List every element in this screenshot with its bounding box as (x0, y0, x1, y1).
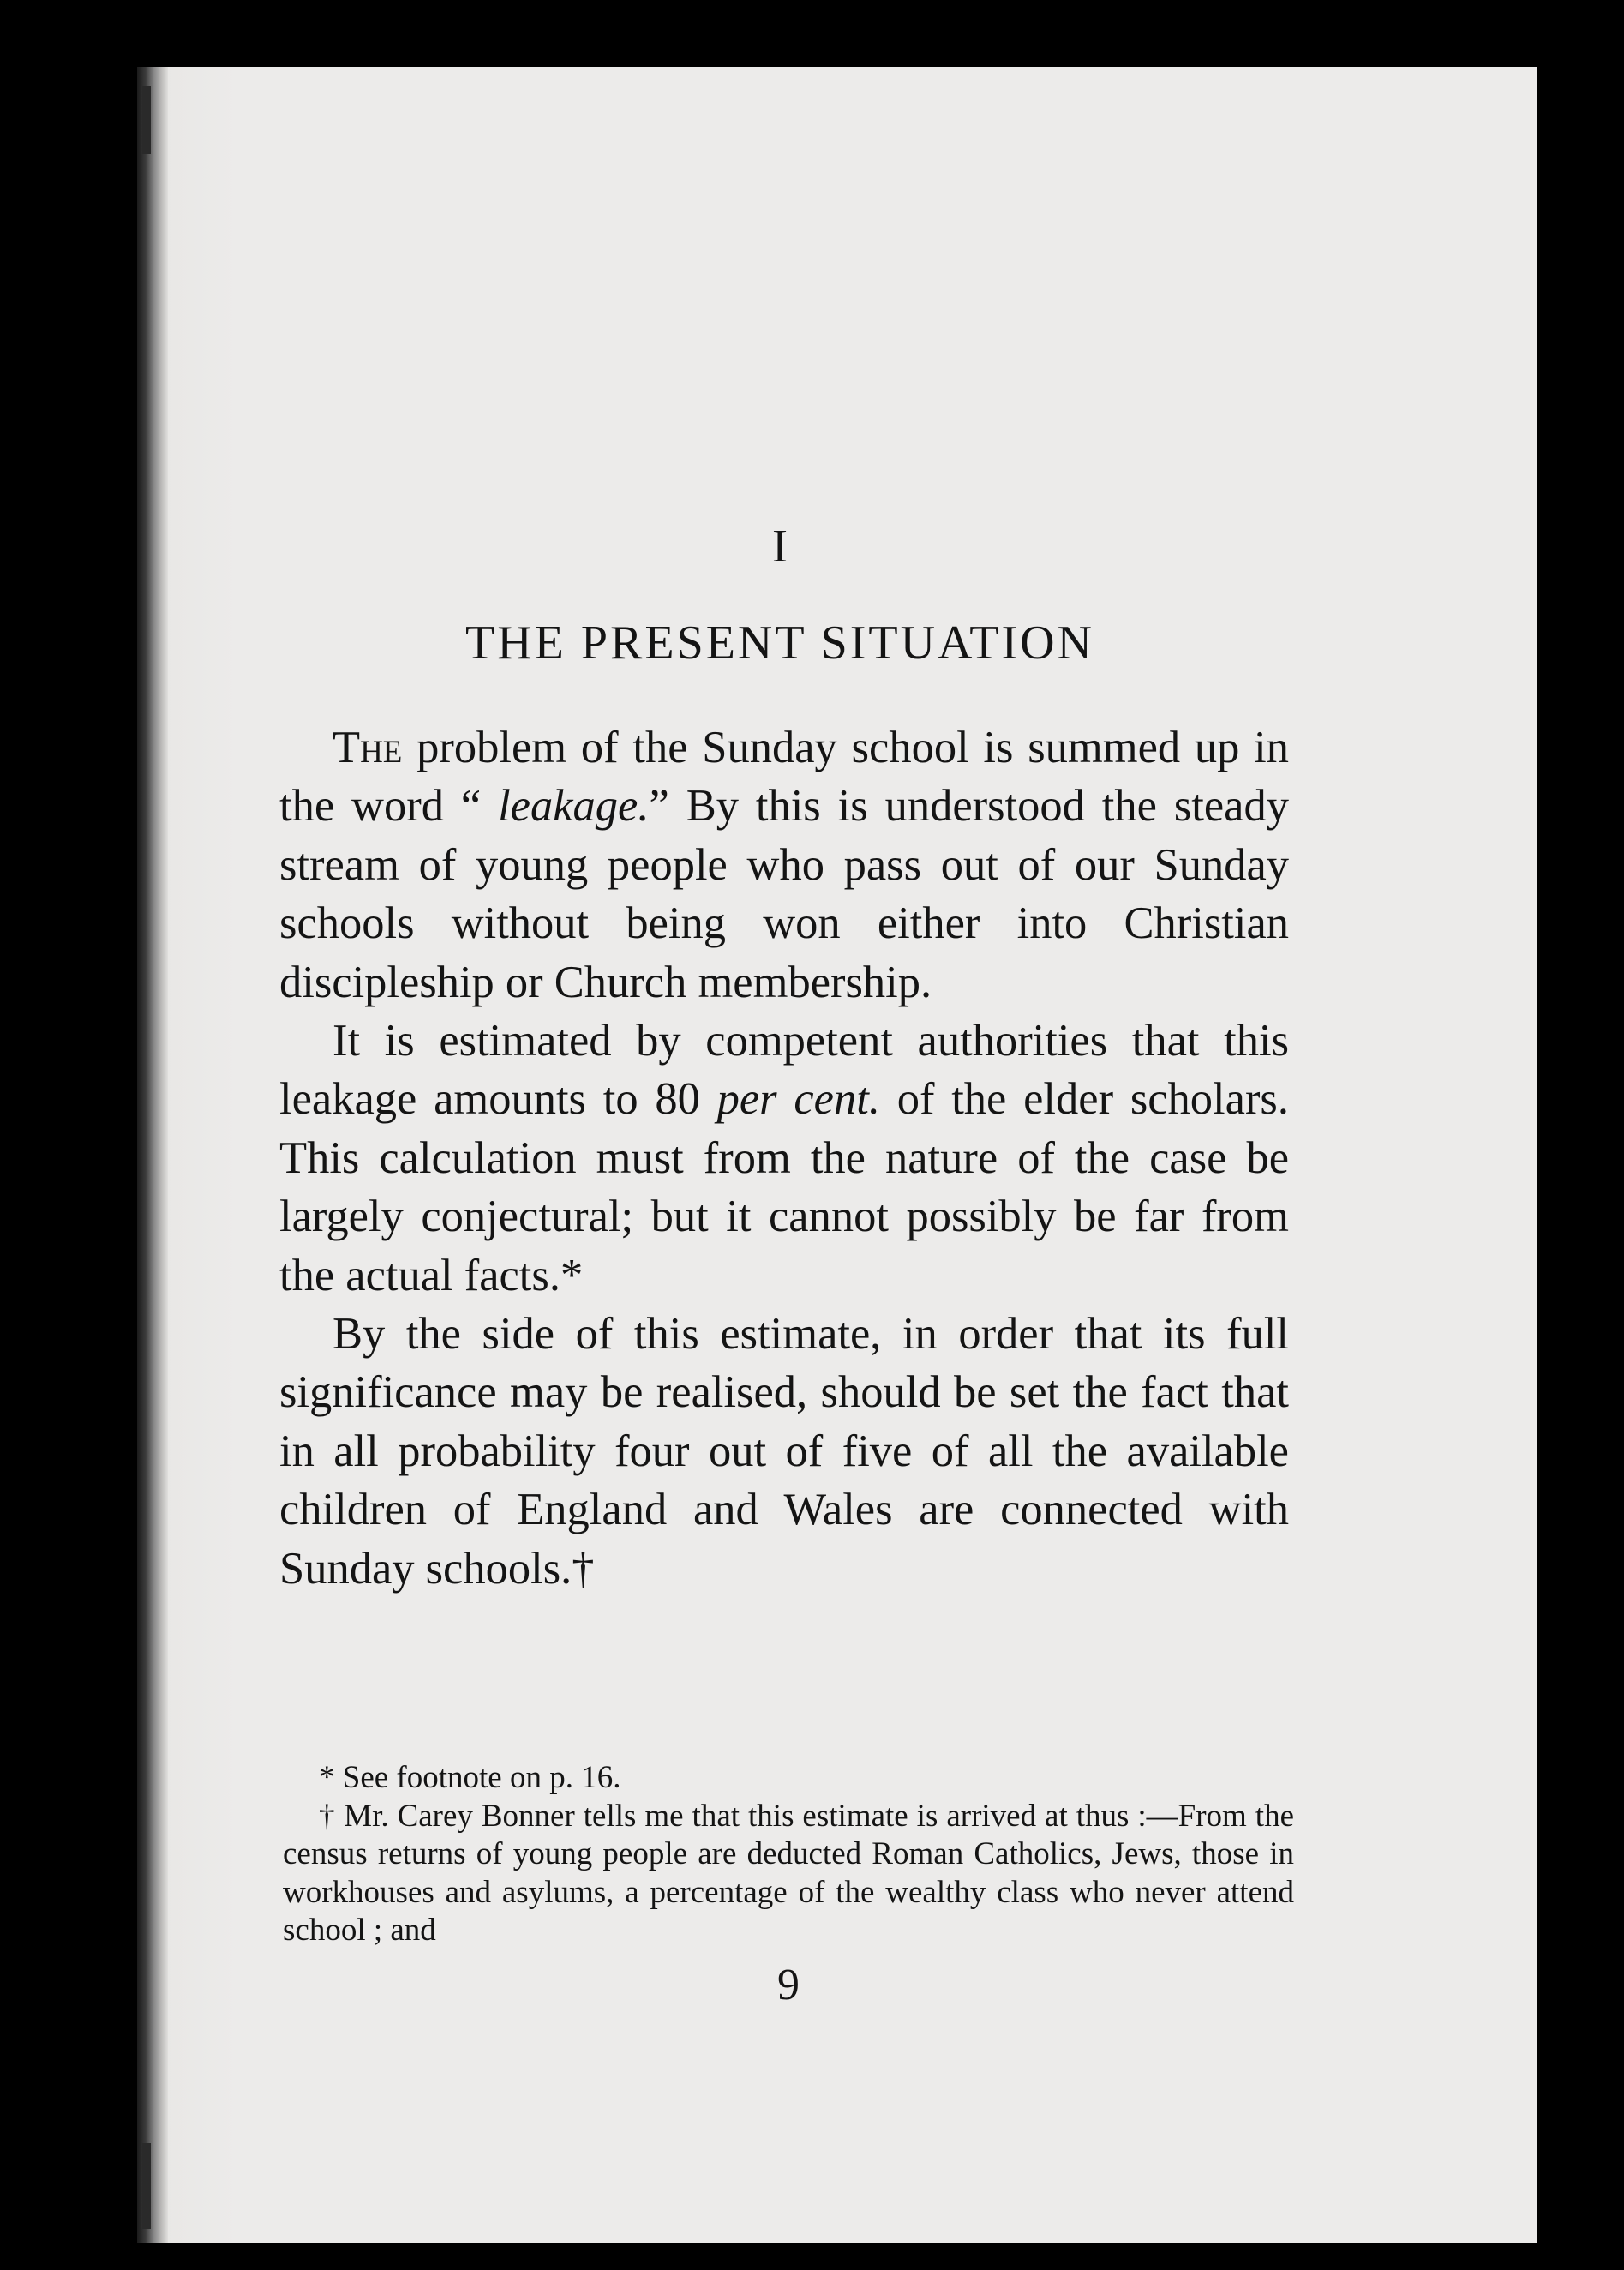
chapter-number: I (772, 520, 788, 572)
italic-term: per cent. (716, 1074, 880, 1125)
footnote-2: † Mr. Carey Bonner tells me that this estimate is arrived at thus :—From the census returns of young people are deducted Roman Catholics, Jews, those in workhouses and asylums, a percentage of the wealthy class who never attend school ; and (283, 1798, 1294, 1948)
footnote-1: * See footnote on p. 16. (319, 1760, 621, 1795)
body-text (279, 718, 1289, 1598)
paragraph-text: of the elder scholars. This calculation must from the nature of the case be largely conjectural; but it cannot possibly be far from the actual facts.* (279, 1074, 1289, 1300)
paragraph-text: By the side of this estimate, in order that its full significance may be realised, should be set the fact that in all probability four out of five of all the available children of England and Wales are connected with Sunday schools.† (279, 1309, 1289, 1594)
italic-term: leakage. (498, 781, 650, 832)
spine-binding-mark (142, 2143, 151, 2229)
paragraph-text: It is estimated by competent authorities that this leakage amounts to 80 (279, 1016, 1289, 1125)
book-spine-shadow (137, 67, 168, 2243)
page-number: 9 (777, 1961, 800, 2009)
chapter-title: THE PRESENT SITUATION (465, 616, 1094, 670)
paragraph-3 (279, 1305, 1289, 1598)
paragraph-text: problem of the Sunday school is summed up in the word “ (279, 723, 1289, 832)
paragraph-lead-word: The (333, 723, 403, 772)
paragraph-text: ” By this is understood the steady stream of young people who pass out of our Sunday schools without being won either into Christian discipleship or Church membership. (279, 781, 1289, 1007)
paragraph-1 (279, 718, 1289, 1012)
spine-binding-mark (142, 86, 151, 154)
footnotes (283, 1759, 1294, 1950)
paragraph-2 (279, 1012, 1289, 1305)
